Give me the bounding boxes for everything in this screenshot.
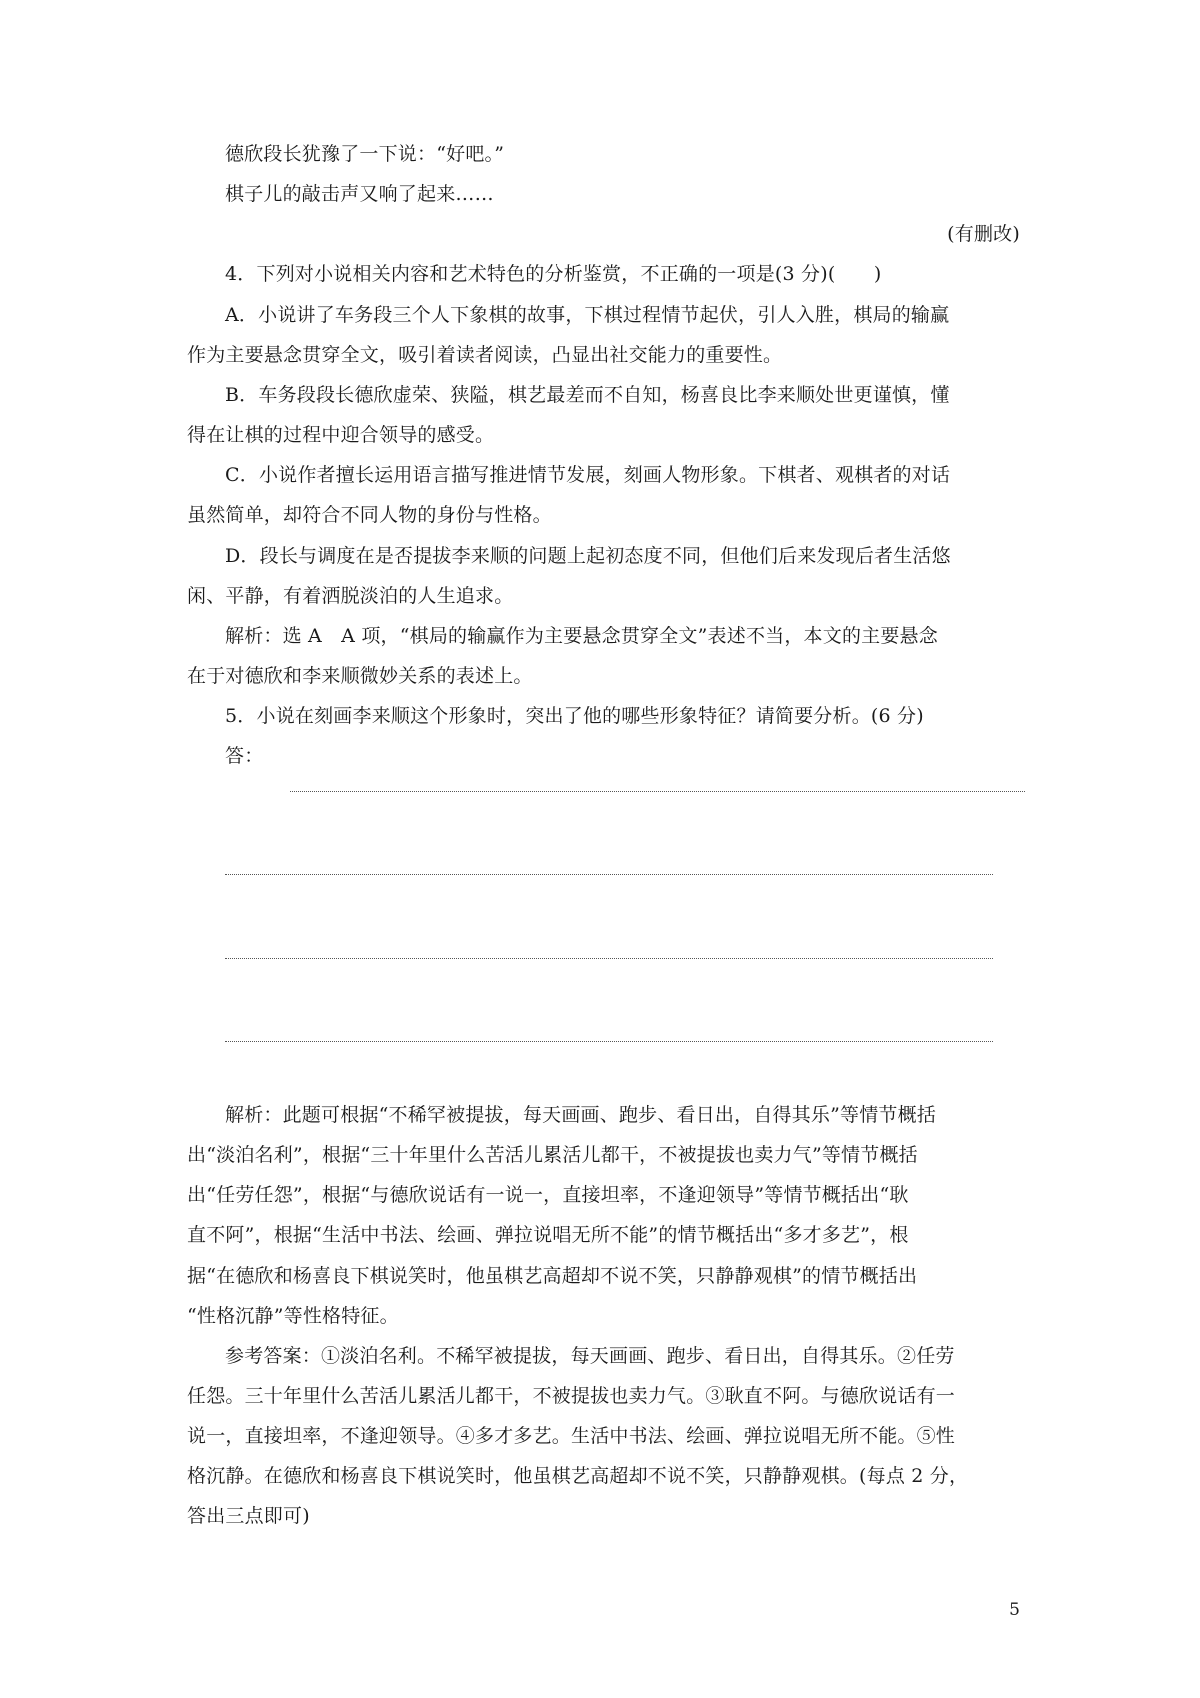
option-b-line-2: 得在让棋的过程中迎合领导的感受。 [187,424,495,446]
option-d-line-1: D．段长与调度在是否提拔李来顺的问题上起初态度不同，但他们后来发现后者生活悠 [225,545,951,567]
q4-analysis-line-1: 解析：选 A A 项，“棋局的输赢作为主要悬念贯穿全文”表述不当，本文的主要悬念 [225,625,938,647]
q5-analysis-line-6: “性格沉静”等性格特征。 [187,1305,399,1327]
answer-line-1[interactable] [290,791,1025,792]
answer-line-4[interactable] [225,1041,993,1042]
answer-label: 答： [225,745,264,767]
reference-answer-line-3: 说一，直接坦率，不逢迎领导。④多才多艺。生活中书法、绘画、弹拉说唱无所不能。⑤性 [187,1425,956,1447]
q5-analysis-line-3: 出“任劳任怨”，根据“与德欣说话有一说一，直接坦率，不逢迎领导”等情节概括出“耿 [187,1184,909,1206]
q5-analysis-line-1: 解析：此题可根据“不稀罕被提拔，每天画画、跑步、看日出，自得其乐”等情节概括 [225,1104,937,1126]
question-5-stem: 5．小说在刻画李来顺这个形象时，突出了他的哪些形象特征？请简要分析。(6 分) [225,705,924,727]
answer-line-3[interactable] [225,958,993,959]
page-number: 5 [1009,1600,1020,1620]
q5-analysis-line-5: 据“在德欣和杨喜良下棋说笑时，他虽棋艺高超却不说不笑，只静静观棋”的情节概括出 [187,1265,918,1287]
reference-answer-line-5: 答出三点即可) [187,1505,310,1527]
reference-answer-line-1: 参考答案：①淡泊名利。不稀罕被提拔，每天画画、跑步、看日出，自得其乐。②任劳 [225,1345,955,1367]
option-b-line-1: B．车务段段长德欣虚荣、狭隘，棋艺最差而不自知，杨喜良比李来顺处世更谨慎，懂 [225,384,950,406]
story-line-1: 德欣段长犹豫了一下说：“好吧。” [225,143,505,165]
question-4-stem: 4．下列对小说相关内容和艺术特色的分析鉴赏，不正确的一项是(3 分)( ) [225,263,882,285]
source-note: (有删改) [947,223,1020,245]
option-a-line-2: 作为主要悬念贯穿全文，吸引着读者阅读，凸显出社交能力的重要性。 [187,344,783,366]
q4-analysis-line-2: 在于对德欣和李来顺微妙关系的表述上。 [187,665,533,687]
reference-answer-line-4: 格沉静。在德欣和杨喜良下棋说笑时，他虽棋艺高超却不说不笑，只静静观棋。(每点 2 分， [187,1465,969,1487]
story-line-2: 棋子儿的敲击声又响了起来…… [225,183,494,205]
q5-analysis-line-2: 出“淡泊名利”，根据“三十年里什么苦活儿累活儿都干，不被提拔也卖力气”等情节概括 [187,1144,918,1166]
option-c-line-1: C．小说作者擅长运用语言描写推进情节发展，刻画人物形象。下棋者、观棋者的对话 [225,464,951,486]
reference-answer-line-2: 任怨。三十年里什么苦活儿累活儿都干，不被提拔也卖力气。③耿直不阿。与德欣说话有一 [187,1385,956,1407]
q5-analysis-line-4: 直不阿”，根据“生活中书法、绘画、弹拉说唱无所不能”的情节概括出“多才多艺”，根 [187,1224,909,1246]
option-a-line-1: A．小说讲了车务段三个人下象棋的故事，下棋过程情节起伏，引人入胜，棋局的输赢 [225,304,950,326]
answer-line-2[interactable] [225,874,993,875]
option-c-line-2: 虽然简单，却符合不同人物的身份与性格。 [187,504,552,526]
option-d-line-2: 闲、平静，有着洒脱淡泊的人生追求。 [187,585,514,607]
